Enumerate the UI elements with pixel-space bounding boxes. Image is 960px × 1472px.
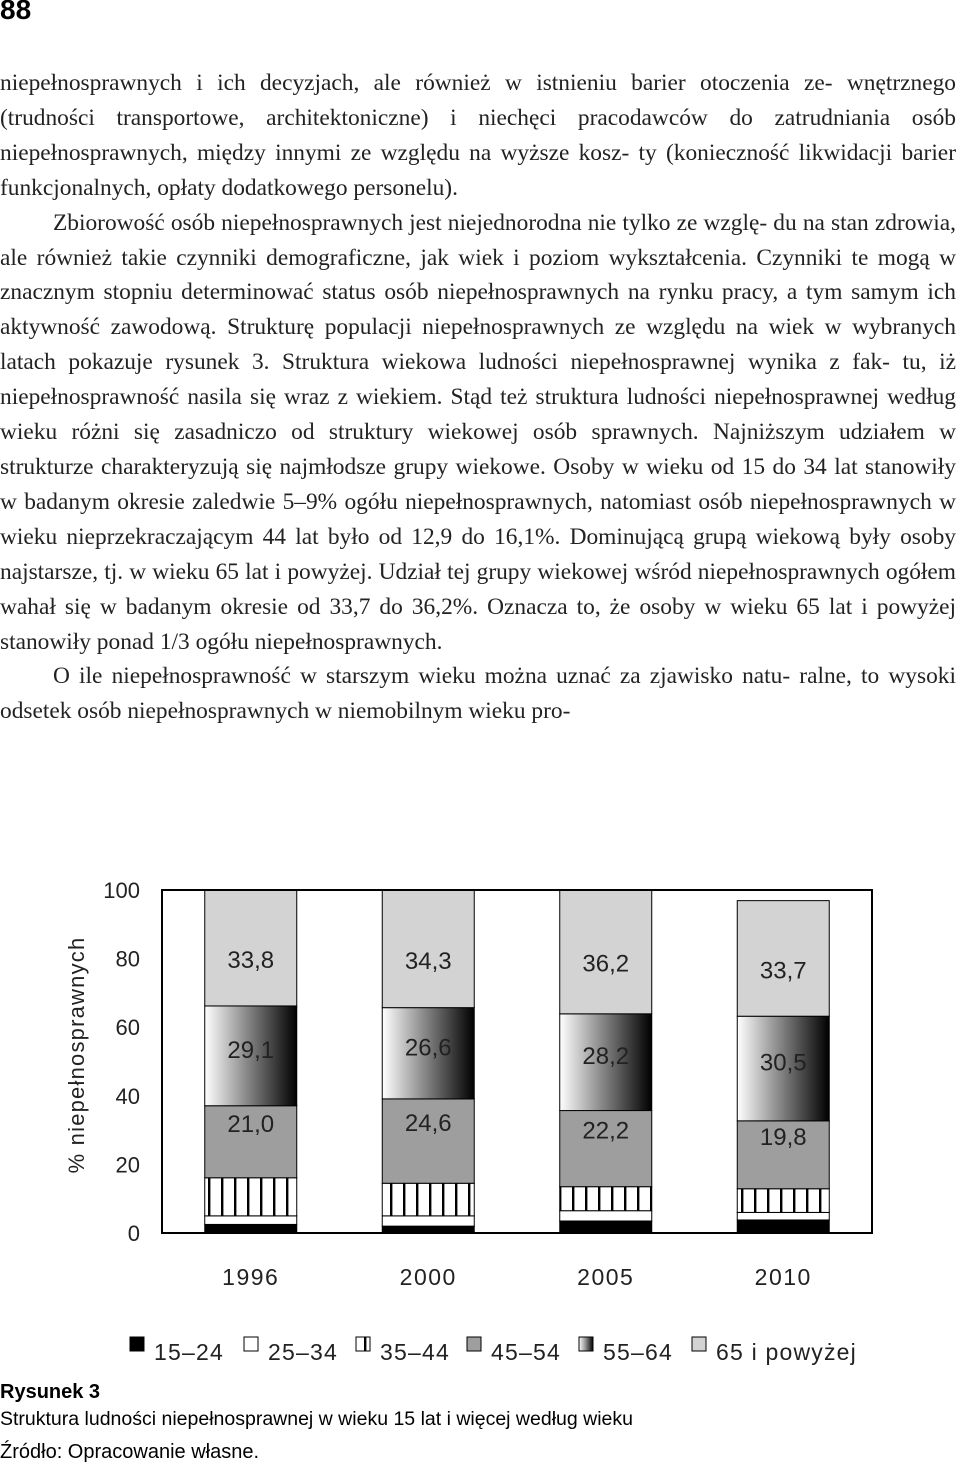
data-label: 26,6 — [404, 1034, 452, 1062]
text-line: niepełnosprawnych na rynku pracy, a tym samym ich aktywność zawodową. — [0, 279, 956, 341]
text-line: grupy wiekowe. Osoby w wieku od 15 do 34 lat stanowiły w badanym okresie — [0, 453, 956, 515]
text-line: du na stan zdrowia, ale również takie czynniki demograficzne, jak wiek i poziom — [0, 209, 957, 271]
legend-swatch — [579, 1337, 593, 1351]
y-tick-label: 80 — [115, 946, 140, 972]
bar-segment — [737, 1220, 829, 1233]
legend-swatch — [467, 1337, 481, 1351]
legend-label: 25–34 — [268, 1339, 338, 1365]
bar-segment — [382, 1216, 474, 1226]
text-line: zatrudniania osób niepełnosprawnych, między innymi ze względu na wyższe kosz- — [0, 104, 956, 166]
data-label: 21,0 — [227, 1110, 275, 1138]
stacked-bar-chart — [0, 860, 960, 1380]
paragraph-2 — [0, 206, 956, 660]
data-label: 22,2 — [582, 1117, 630, 1145]
text-line: O ile niepełnosprawność w starszym wieku można uznać za zjawisko natu- — [53, 663, 791, 690]
data-label: 34,3 — [404, 947, 452, 975]
legend-label: 55–64 — [603, 1339, 673, 1365]
data-label: 33,7 — [759, 957, 807, 985]
x-tick-label: 1996 — [222, 1264, 280, 1290]
bar-segment — [382, 1183, 474, 1216]
text-line: 1/3 ogółu niepełnosprawnych. — [159, 628, 443, 655]
text-line: tu, iż niepełnosprawność nasila się wraz z wiekiem. Stąd też struktura ludności — [0, 349, 956, 411]
text-line: ralne, to wysoki odsetek osób niepełnosprawnych w niemobilnym wieku pro- — [0, 663, 956, 725]
y-axis-label: % niepełnosprawnych — [64, 936, 89, 1174]
text-line: Zbiorowość osób niepełnosprawnych jest niejednorodna nie tylko ze wzglę- — [53, 209, 768, 236]
bar-segment — [560, 1187, 652, 1211]
figure-chart — [0, 860, 960, 1380]
data-label: 30,5 — [759, 1049, 807, 1077]
figure-source: Źródło: Opracowanie własne. — [0, 1441, 260, 1463]
legend-label: 35–44 — [380, 1339, 450, 1365]
data-label: 28,2 — [582, 1043, 630, 1071]
bar-segment — [560, 1221, 652, 1233]
text-line: w wieku nieprzekraczającym 44 lat było od 12,9 do 16,1%. Dominującą grupą — [0, 488, 956, 550]
text-line: ty (konieczność likwidacji barier funkcjonalnych, opłaty dodatkowego personelu). — [0, 139, 956, 201]
bar-segment — [737, 1212, 829, 1220]
legend-swatch — [356, 1337, 370, 1351]
figure-title: Struktura ludności niepełnosprawnej w wieku 15 lat i więcej według wieku — [0, 1408, 633, 1430]
legend-label: 65 i powyżej — [716, 1339, 857, 1365]
page-number: 88 — [0, 0, 32, 25]
body-text — [0, 66, 956, 729]
bar-segment — [737, 1189, 829, 1213]
bar-segment — [205, 1224, 297, 1233]
text-line: wnętrznego (trudności transportowe, architektoniczne) i niechęci pracodawców do — [0, 70, 956, 131]
paragraph-3 — [0, 659, 956, 729]
x-tick-label: 2000 — [399, 1264, 457, 1290]
data-label: 24,6 — [404, 1110, 452, 1138]
figure-label: Rysunek 3 — [0, 1381, 101, 1403]
y-tick-label: 40 — [115, 1083, 140, 1109]
data-label: 33,8 — [227, 946, 275, 974]
bar-segment — [560, 1211, 652, 1221]
legend-swatch — [692, 1337, 706, 1351]
bar-segment — [205, 1216, 297, 1225]
text-line: Strukturę populacji niepełnosprawnych ze względu na wiek w wybranych latach — [0, 314, 956, 376]
bar-segment — [205, 1178, 297, 1216]
data-label: 29,1 — [227, 1036, 275, 1064]
legend-swatch — [244, 1337, 258, 1351]
text-line: wiekową były osoby najstarsze, tj. w wieku 65 lat i powyżej. Udział tej grupy — [0, 523, 956, 585]
data-label: 36,2 — [582, 950, 630, 978]
text-line: pokazuje rysunek 3. Struktura wiekowa ludności niepełnosprawnej wynika z fak- — [68, 349, 890, 376]
text-line: zaledwie 5–9% ogółu niepełnosprawnych, natomiast osób niepełnosprawnych — [192, 488, 932, 515]
x-tick-label: 2010 — [754, 1264, 812, 1290]
bar-segment — [382, 1226, 474, 1233]
paragraph-1 — [0, 66, 956, 206]
text-line: niepełnosprawnych i ich decyzjach, ale również w istnieniu barier otoczenia ze- — [0, 70, 833, 96]
y-tick-label: 100 — [103, 878, 140, 903]
x-tick-label: 2005 — [577, 1264, 635, 1290]
y-tick-label: 60 — [115, 1015, 140, 1041]
y-tick-label: 20 — [115, 1152, 140, 1178]
y-tick-label: 0 — [127, 1221, 140, 1246]
data-label: 19,8 — [759, 1123, 807, 1151]
text-line: sprawnych. Najniższym udziałem w strukturze charakteryzują się najmłodsze — [0, 419, 956, 480]
text-line: niepełnosprawnej według wieku różni się zasadniczo od struktury wiekowej osób — [0, 384, 956, 446]
legend-swatch — [130, 1337, 144, 1351]
legend-label: 15–24 — [154, 1339, 224, 1365]
text-line: wiekowej wśród niepełnosprawnych ogółem wahał się w badanym okresie od — [0, 558, 956, 620]
text-line: 33,7 do 36,2%. Oznacza to, że osoby w wieku 65 lat i powyżej stanowiły ponad — [0, 593, 956, 655]
text-line: wykształcenia. Czynniki te mogą w znacznym stopniu determinować status osób — [0, 244, 956, 306]
legend-label: 45–54 — [491, 1339, 561, 1365]
